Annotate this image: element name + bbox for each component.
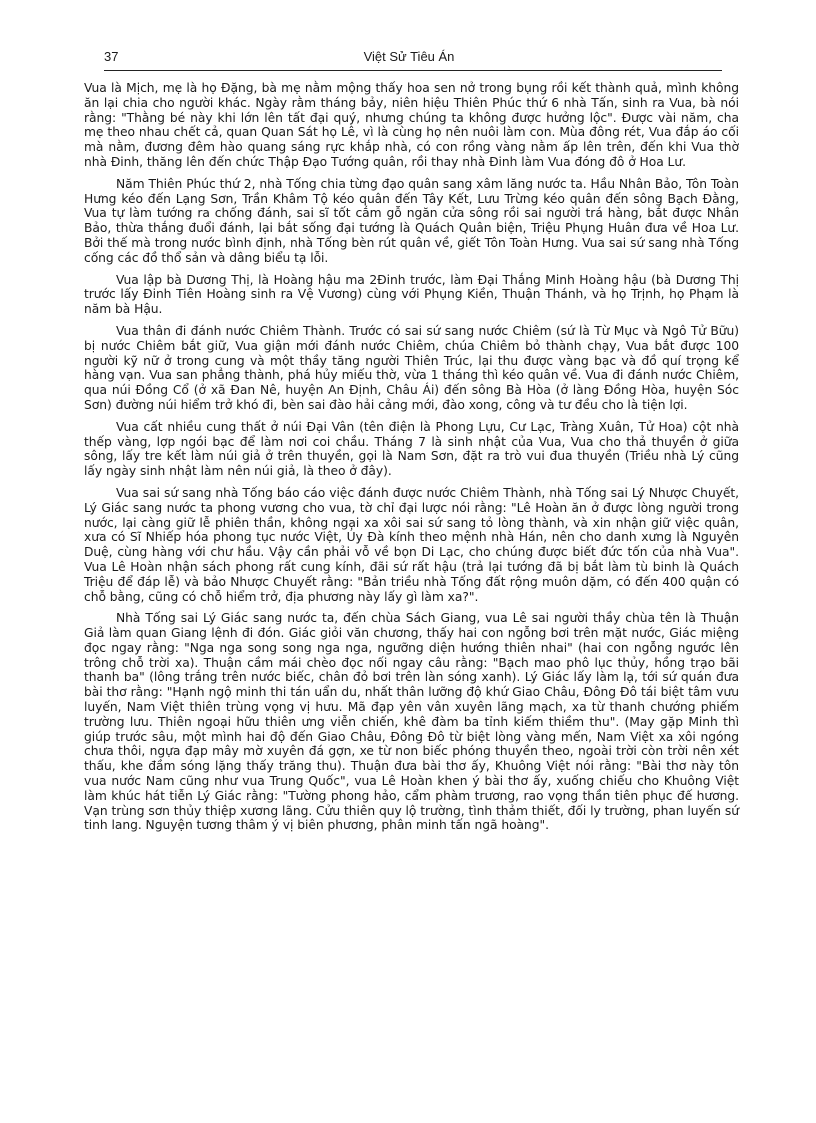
paragraph: Vua là Mịch, mẹ là họ Đặng, bà mẹ nằm mộng thấy hoa sen nở trong bụng rồi kết thành quả, mình không ăn lại chia cho người khác. Ngày rằm tháng bảy, niên hiệu Thiên Phúc thứ 6 nhà Tấn, sinh ra Vua, bà nói rằng: "Thằng bé này khi lớn lên tất đại quý, nhưng chúng ta không được hưởng lộc". Được vài năm, cha mẹ theo nhau chết cả, quan Quan Sát họ Lê, vì là cùng họ nên nuôi làm con. Mùa đông rét, Vua đắp áo cối mà nằm, đương đêm hào quang sáng rực khắp nhà, có con rồng vàng nằm ấp lên trên, đến khi Vua thờ nhà Đinh, thăng lên đến chức Thập Đạo Tướng quân, rồi thay nhà Đinh làm Vua đóng đô ở Hoa Lư. bbox=[84, 81, 739, 169]
body-text bbox=[84, 81, 739, 840]
paragraph: Vua lập bà Dương Thị, là Hoàng hậu ma 2Đinh trước, làm Đại Thắng Minh Hoàng hậu (bà Dương Thị trước lấy Đinh Tiên Hoàng sinh ra Vệ Vương) cùng với Phụng Kiền, Thuận Thánh, và họ Trịnh, họ Phạm là năm bà Hậu. bbox=[84, 272, 739, 317]
running-title: Việt Sử Tiêu Án bbox=[363, 49, 455, 64]
paragraph: Vua sai sứ sang nhà Tống báo cáo việc đánh được nước Chiêm Thành, nhà Tống sai Lý Nhược Chuyết, Lý Giác sang nước ta phong vương cho vua, tờ chỉ đại lược nói rằng: "Lê Hoàn ăn ở được lòng người trong nước, lại càng giữ lễ phiên thần, không ngại xa xôi sai sứ sang tỏ lòng thành, và xin nhận giữ việc quân, xưa có Sĩ Nhiếp hóa phong tục nước Việt, Úy Đà kính theo mệnh nhà Hán, nên cho danh xưng là Nguyên Duệ, cùng hàng với chư hầu. Vậy cần phải vỗ về bọn Di Lạc, cho chúng được biết đức tốn của nhà Vua". Vua Lê Hoàn nhận sách phong rất cung kính, đãi sứ rất hậu (trả lại tướng đã bị bắt làm tù binh là Quách Triệu để đáp lễ) và bảo Nhược Chuyết rằng: "Bản triều nhà Tống đất rộng muôn dặm, có đến 400 quận có chỗ bằng, cũng có chỗ hiểm trở, địa phương này lấy gì làm xa?". bbox=[84, 485, 739, 604]
paragraph: Nhà Tống sai Lý Giác sang nước ta, đến chùa Sách Giang, vua Lê sai người thầy chùa tên là Thuận Giả làm quan Giang lệnh đi đón. Giác giỏi văn chương, thấy hai con ngỗng bơi trên mặt nước, Giác miệng đọc ngay rằng: "Nga nga song song nga nga, ngưỡng diện hướng thiên nhai" (hai con ngỗng ngước lên trông chỗ trời xa). Thuận cầm mái chèo đọc nối ngay câu rằng: "Bạch mao phô lục thủy, hồng trạo bãi thanh ba" (lông trắng trên nước biếc, chân đỏ bơi trên làn sóng xanh). Lý Giác lấy làm lạ, tới sứ quán đưa bài thơ rằng: "Hạnh ngộ minh thi tán uẩn du, nhất thân lưỡng độ khứ Giao Châu, Đông Đô tái biệt tâm vưu luyến, Nam Việt thiên trùng vọng vị hưu. Mã đạp yên vân xuyên lãng mạch, xa từ thanh chướng phiếm trường lưu. Thiên ngoại hữu thiên ưng viễn chiến, khê đàm ba tỉnh kiếm thiềm thu". (May gặp Minh thì giúp trước sâu, một mình hai độ đến Giao Châu, Đông Đô từ biệt lòng vàng mến, Nam Việt xa xôi ngóng chưa thôi, ngựa đạp mây mờ xuyên đá gợn, xe từ non biếc phóng thuyền theo, ngoài trời còn trời nên xét thấu, khe đầm sóng lặng thấy trăng thu). Thuận đưa bài thơ ấy, Khuông Việt nói rằng: "Bài thơ này tôn vua nước Nam cũng như vua Trung Quốc", vua Lê Hoàn khen ý bài thơ ấy, xuống chiếu cho Khuông Việt làm khúc hát tiễn Lý Giác rằng: "Tường phong hảo, cẩm phàm trương, rao vọng thần tiên phục đế hương. Vạn trùng sơn thủy thiệp xương lãng. Cửu thiên quy lộ trường, tình thảm thiết, đối ly trường, phan luyến sứ tinh lang. Nguyện tương thâm ý vị biên phương, phân minh tấn ngã hoàng". bbox=[84, 611, 739, 833]
page-number: 37 bbox=[104, 49, 119, 64]
paragraph: Vua cất nhiều cung thất ở núi Đại Vân (tên điện là Phong Lựu, Cư Lạc, Tràng Xuân, Tử Hoa) cột nhà thếp vàng, lợp ngói bạc để làm nơi coi chầu. Tháng 7 là sinh nhật của Vua, Vua cho thả thuyền ở giữa sông, lấy tre kết làm núi giả ở trên thuyền, gọi là Nam Sơn, đặt ra trò vui đua thuyền (Triều nhà Lý cũng lấy ngày sinh nhật làm nên núi giả, là theo ở đây). bbox=[84, 419, 739, 479]
paragraph: Năm Thiên Phúc thứ 2, nhà Tống chia từng đạo quân sang xâm lăng nước ta. Hầu Nhân Bảo, Tôn Toàn Hưng kéo đến Lạng Sơn, Trần Khâm Tộ kéo quân đến Tây Kết, Lưu Trừng kéo quân đến sông Bạch Đằng, Vua tự làm tướng ra chống đánh, sai sĩ tốt cắm gỗ ngăn cửa sông rồi sai người trá hàng, bắt được Nhân Bảo, thừa thắng đuổi đánh, lại bắt sống đại tướng là Quách Quân biện, Triệu Phụng Huân đưa về Hoa Lư. Bởi thế mà trong nước bình định, nhà Tống bèn rút quân về, giết Tôn Toàn Hưng. Vua sai sứ sang nhà Tống cống các đồ thổ sản và dâng biểu tạ lỗi. bbox=[84, 176, 739, 265]
paragraph: Vua thân đi đánh nước Chiêm Thành. Trước có sai sứ sang nước Chiêm (sứ là Từ Mục và Ngô Tử Bữu) bị nước Chiêm bắt giữ, Vua giận mới đánh nước Chiêm, chúa Chiêm bỏ thành chạy, Vua bắt được 100 người kỹ nữ ở trong cung và một thầy tăng người Thiên Trúc, lại thu được vàng bạc và đồ quí trọng kể hàng vạn. Vua san phẳng thành, phá hủy miếu thờ, vừa 1 tháng thì kéo quân về. Vua đi đánh nước Chiêm, qua núi Đồng Cổ (ở xã Đan Nê, huyện An Định, Châu Ái) đến sông Bà Hòa (ở làng Đồng Hòa, huyện Sóc Sơn) đường núi hiểm trở khó đi, bèn sai đào hải cảng mới, đào xong, công và tư đều cho là tiện lợi. bbox=[84, 323, 739, 412]
page-header bbox=[104, 47, 714, 69]
header-rule bbox=[104, 70, 722, 71]
